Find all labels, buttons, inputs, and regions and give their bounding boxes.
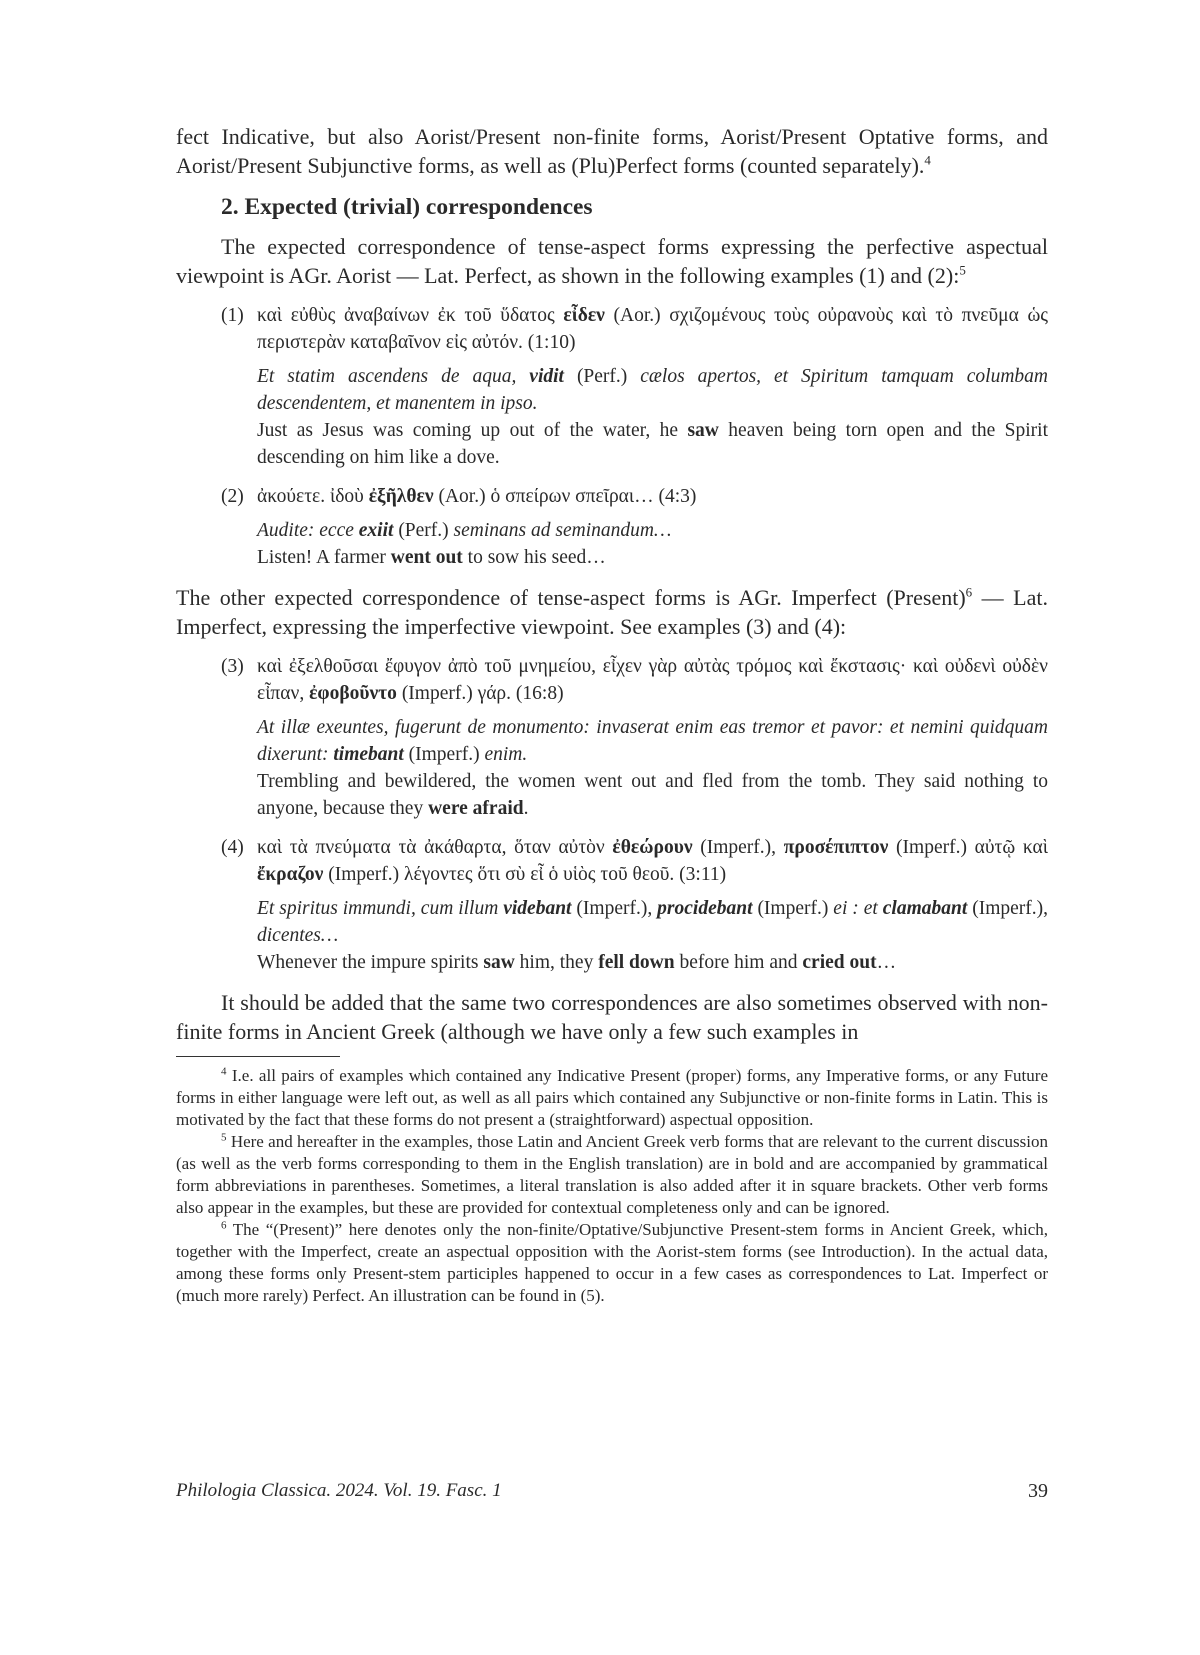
footnote: $^4$ I.e. all pairs of examples which contained any Indicative Present (proper) forms, any Imperative forms, or any Future forms in either language were left out, as well as all pairs which contained any Subjunctive or non-finite forms in Latin. This is motivated by the fact that these forms do not present a (straightforward) aspectual opposition.: [176, 1065, 1048, 1129]
latin-text: At illæ exeuntes, fugerunt de monumento: invaserat enim eas tremor et pavor: et nemini quidquam dixerunt: timebant (Imperf.) enim.: [257, 717, 1048, 765]
footnote-ref[interactable]: 6: [965, 584, 973, 600]
footnote-ref[interactable]: 5: [959, 262, 966, 278]
paragraph: The expected correspondence of tense-aspect forms expressing the perfective aspectual viewpoint is AGr. Aorist — Lat. Perfect, as shown in the following examples (1) and (2):$^5$: [176, 234, 1048, 288]
greek-text: καὶ ἐξελθοῦσαι ἔφυγον ἀπὸ τοῦ μνημείου, εἶχεν γὰρ αὐτὰς τρόμος καὶ ἔκστασις· καὶ οὐδενὶ οὐδὲν εἶπαν, ἐφοβοῦντο (Imperf.) γάρ. (16:8): [257, 656, 1048, 704]
example-1: [221, 302, 1048, 471]
example-3: [221, 653, 1048, 822]
page-footer: [176, 1480, 1048, 1502]
page-body: [176, 122, 1048, 1307]
example-4: [221, 834, 1048, 976]
section-heading: 2. Expected (trivial) correspondences: [221, 194, 593, 220]
footnote-number: 6: [221, 1219, 227, 1232]
footnote: $^6$ The “(Present)” here denotes only the non-finite/Optative/Subjunctive Present-stem forms in Ancient Greek, which, together with the Imperfect, create an aspectual opposition with the Aorist-stem forms (see Introduction). In the actual data, among these forms only Present-stem participles happened to occur in a few cases as correspondences to Lat. Imperfect or (much more rarely) Perfect. An illustration can be found in (5).: [176, 1219, 1048, 1305]
paragraph: The other expected correspondence of tense-aspect forms is AGr. Imperfect (Present)$^6$ — Lat. Imperfect, expressing the imperfective viewpoint. See examples (3) and (4):: [176, 584, 1048, 639]
english-text: Just as Jesus was coming up out of the water, he saw heaven being torn open and the Spirit descending on him like a dove.: [257, 420, 1048, 468]
footnote: $^5$ Here and hereafter in the examples, those Latin and Ancient Greek verb forms that are relevant to the current discussion (as well as the verb forms corresponding to them in the English translation) are in bold and are accompanied by grammatical form abbreviations in parentheses. Sometimes, a literal translation is also added after it in square brackets. Other verb forms also appear in the examples, but these are provided for contextual completeness only and can be ignored.: [176, 1131, 1048, 1217]
footnote-number: 4: [221, 1065, 227, 1078]
english-text: Listen! A farmer went out to sow his seed…: [257, 547, 606, 568]
latin-text: Et spiritus immundi, cum illum videbant (Imperf.), procidebant (Imperf.) ei : et clamabant (Imperf.), dicentes…: [257, 898, 1048, 946]
journal-citation: Philologia Classica. 2024. Vol. 19. Fasc. 1: [176, 1480, 502, 1501]
example-number: (4): [221, 837, 244, 858]
footnote-divider: [176, 1056, 340, 1057]
example-2: [221, 483, 1048, 571]
latin-text: Et statim ascendens de aqua, vidit (Perf.) cælos apertos, et Spiritum tamquam columbam descendentem, et manentem in ipso.: [257, 366, 1048, 414]
footnote-number: 5: [221, 1131, 227, 1144]
example-number: (1): [221, 305, 244, 326]
greek-text: καὶ εὐθὺς ἀναβαίνων ἐκ τοῦ ὕδατος εἶδεν (Aor.) σχιζομένους τοὺς οὐρανοὺς καὶ τὸ πνεῦμα ὡς περιστερὰν καταβαῖνον εἰς αὐτόν. (1:10): [257, 305, 1048, 353]
intro-paragraph: fect Indicative, but also Aorist/Present non-finite forms, Aorist/Present Optative forms, and Aorist/Present Subjunctive forms, as well as (Plu)Perfect forms (counted separately).$^4$: [176, 124, 1048, 178]
paragraph: It should be added that the same two correspondences are also sometimes observed with non-finite forms in Ancient Greek (although we have only a few such examples in: [176, 990, 1048, 1044]
example-number: (2): [221, 486, 244, 507]
english-text: Whenever the impure spirits saw him, they fell down before him and cried out…: [257, 952, 897, 973]
example-number: (3): [221, 656, 244, 677]
footnote-ref[interactable]: 4: [924, 152, 931, 168]
greek-text: ἀκούετε. ἰδοὺ ἐξῆλθεν (Aor.) ὁ σπείρων σπεῖραι… (4:3): [257, 486, 697, 507]
greek-text: καὶ τὰ πνεύματα τὰ ἀκάθαρτα, ὅταν αὐτὸν ἐθεώρουν (Imperf.), προσέπιπτον (Imperf.) αὐτῷ καὶ ἔκραζον (Imperf.) λέγοντες ὅτι σὺ εἶ ὁ υἱὸς τοῦ θεοῦ. (3:11): [257, 837, 1048, 885]
latin-text: Audite: ecce exiit (Perf.) seminans ad seminandum…: [257, 520, 672, 541]
english-text: Trembling and bewildered, the women went out and fled from the tomb. They said nothing to anyone, because they were afraid.: [257, 771, 1048, 819]
page-number: 39: [1028, 1480, 1048, 1502]
